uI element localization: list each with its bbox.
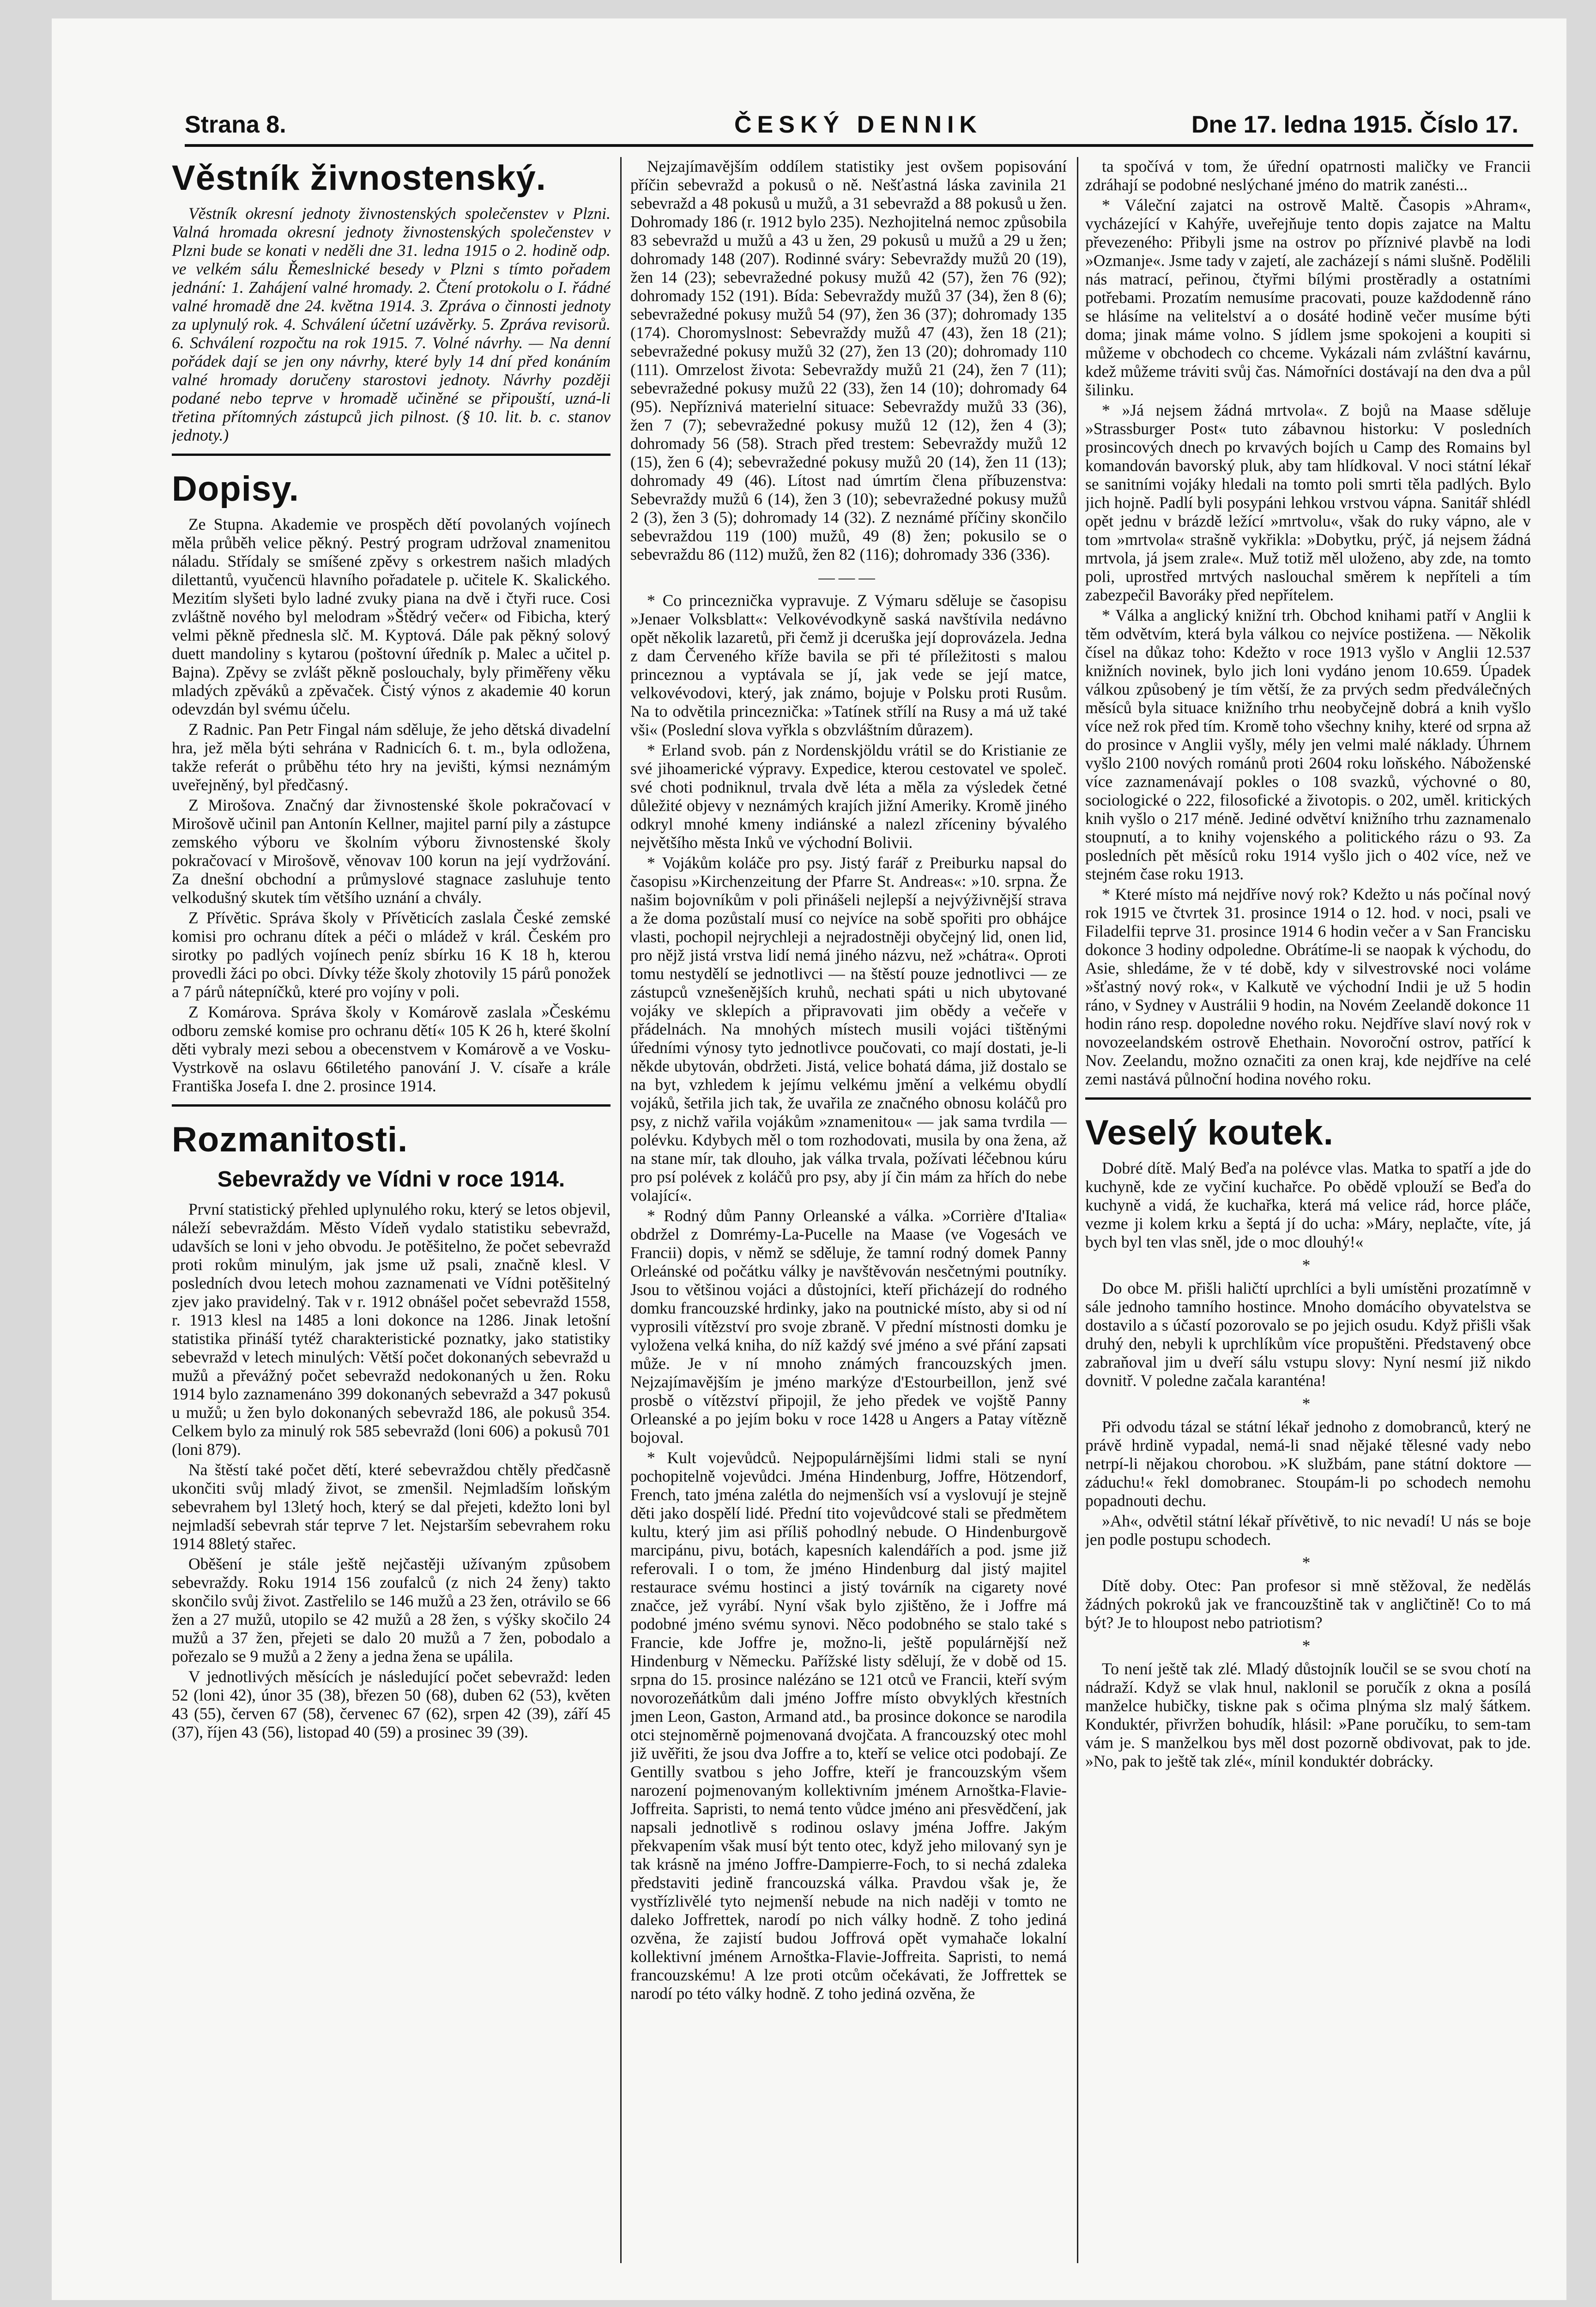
article-paragraph: To není ještě tak zlé. Mladý důstojník loučil se se svou chotí na nádraží. Když se vlak hnul, naklonil se poručík z okna a posílá manželce hubičky, tiskne pak s očima plnýma slz malý šátkem. Konduktér, přivržen bohudík, hlásil: »Pane poručíku, to sem-tam vám je. S manželkou bys měl dost pozorně obdivovat, pak to jde. »No, pak to ještě tak zlé«, mínil konduktér dobrácky.	[1085, 1659, 1531, 1770]
column-divider	[620, 157, 622, 2263]
column-1	[172, 157, 611, 2272]
separator: *	[1302, 1636, 1314, 1655]
article-paragraph: Z Radnic. Pan Petr Fingal nám sděluje, že jeho dětská divadelní hra, jež měla býti sehrána v Radnicích 6. t. m., byla odložena, takže referát o průběhu této hry na jevišti, kýmsi neznámým uveřejněný, byl předčasný.	[172, 720, 611, 794]
article-paragraph: »Ah«, odvětil státní lékař přívětivě, to nic nevadí! U nás se boje jen podle postupu schodech.	[1085, 1512, 1531, 1549]
section-rule	[172, 1104, 611, 1107]
article-paragraph: Nejzajímavějším oddílem statistiky jest ovšem popisování příčin sebevražd a pokusů o ně. Nešťastná láska zavinila 21 sebevražd a 48 pokusů u mužů, a 31 sebevražd a 88 pokusů u žen. Dohromady 186 (r. 1912 bylo 235). Nezhojitelná nemoc způsobila 83 sebevražd u mužů a 43 u žen, 29 pokusů u mužů a 29 u žen; dohromady 148 (207). Rodinné sváry: Sebevraždy mužů 20 (19), žen 14 (23); sebevražedné pokusy mužů 42 (57), žen 76 (92); dohromady 152 (191). Bída: Sebevraždy mužů 37 (34), žen 8 (6); sebevražedné pokusy mužů 54 (97), žen 36 (37); dohromady 135 (174). Choromyslnost: Sebevraždy mužů 47 (43), žen 18 (21); sebevražedné pokusy mužů 32 (27), žen 13 (20); dohromady 110 (111). Omrzelost života: Sebevraždy mužů 21 (24), žen 7 (11); sebevražedné pokusy mužů 22 (33), žen 14 (10); dohromady 64 (95). Nepříznivá materielní situace: Sebevraždy mužů 33 (36), žen 7 (7); sebevražedné pokusy mužů 12 (12), žen 4 (3); dohromady 56 (58). Strach před trestem: Sebevraždy mužů 12 (15), žen 6 (4); sebevražedné pokusy mužů 20 (14), žen 11 (13); dohromady 49 (46). Lítost nad úmrtím člena příbuzenstva: Sebevraždy mužů 6 (14), žen 3 (10); sebevražedné pokusy mužů 2 (3), žen 3 (5); dohromady 14 (32). Z neznámé příčiny skončilo sebevraždou 119 (100) mužů, 49 (8) žen; pokusilo se o sebevraždu 86 (112) mužů, žen 82 (116); dohromady 336 (336).	[630, 157, 1067, 563]
article-paragraph: * Vojákům koláče pro psy. Jistý farář z Preiburku napsal do časopisu »Kirchenzeitung der Pfarre St. Andreas«: »10. srpna. Že našim bojovníkům v poli přinášeli nejlepší a nejvýživnější strava a že doma pozůstalí musí co nejvíce na sobě spořiti pro obhájce vlasti, pochopil nejrychleji a nejradostněji obyčejný lid, onen lid, pro nějž jistá vrstva lidí nemá jiného názvu, než »chátra«. Oproti tomu nestydělí se jednotlivci — na štěstí pouze jednotlivci — ze zástupců vznešenějších kruhů, nechati spáti u nich ubytované vojáky ve sklepích a připravovati jim obědy a večeře v přádelnách. Na mnohých místech musili vojáci tištěnými úředními výnosy tyto jednotlivce poučovati, co mají dostati, je-li někde ubytován, obdržeti. Jistá, velice bohatá dáma, již dostalo se na byt, vzhledem k jejímu velkému jmění a velkému obydlí vojáků, šetřila jich tak, že uvařila ze značného obnosu koláčů pro psy, z nichž vařila vojákům »znamenitou« — jak sama tvrdila — polévku. Kdybych měl o tom rozhodovati, musila by ona žena, až na stane mír, tak dlouho, jak válka trvala, požívati léčebnou kúru pro psí polévek z koláčů pro psy, aby jí čin mám za hřích do nebe volající«.	[630, 854, 1067, 1205]
article-paragraph: Dítě doby. Otec: Pan profesor si mně stěžoval, že nedělás žádných pokroků jak ve francouzštině tak v angličtině! Co to má být? Je to hloupost nebo patriotism?	[1085, 1576, 1531, 1632]
article-paragraph: * Které místo má nejdříve nový rok? Kdežto u nás počínal nový rok 1915 ve čtvrtek 31. prosince 1914 o 12. hod. v noci, psali ve Filadelfii teprve 31. prosince 1914 6 hodin večer a v San Francisku dokonce 3 hodiny odpoledne. Obrátíme-li se naopak k východu, do Asie, shledáme, že v té době, kdy v silvestrovské noci voláme »šťastný nový rok«, v Kalkutě ve východní Indii je už 5 hodin ráno, v Sydney v Austrálii 9 hodin, na Novém Zeelandě dokonce 11 hodin ráno resp. dopoledne nového roku. Nejdříve slaví nový rok v novozeelandském ostrově Ehethain. Novoroční ostrov, patřící k Nov. Zeelandu, možno označiti za onen kraj, kde nejdříve na celé zemi nastává půlnoční hodina nového roku.	[1085, 885, 1531, 1088]
article-paragraph: Při odvodu tázal se státní lékař jednoho z domobranců, který ne právě hrdině vypadal, nemá-li snad nějaké tělesné vady nebo netrpí-li nějakou chorobou. »K službám, pane státní doktore — záduchu!« řekl domobranec. Stoupám-li po schodech nemohu popadnouti dechu.	[1085, 1417, 1531, 1510]
date-issue: Dne 17. ledna 1915. Číslo 17.	[1191, 111, 1519, 138]
section-rule	[172, 454, 611, 456]
article-paragraph: * Kult vojevůdců. Nejpopulárnějšími lidmi stali se nyní pochopitelně vojevůdci. Jména Hindenburg, Joffre, Hötzendorf, French, tato jména zalétla do nejmenších vsí a vyslovují je stejně děti jako dospělí lidé. Přední tito vojevůdcové stali se předmětem kultu, který jim asi příliš pohodlný nebude. O Hindenburgově marcipánu, pivu, botách, kapesních kalendářích a pod. jsme již referovali. I o tom, že jméno Hindenburg dal jistý majitel restaurace svému hostinci a jistý továrník na cigarety nové značce, jež vyrábí. Nyní však bylo zjištěno, že i Joffre má podobné jméno svému synovi. Něco podobného se stalo také s Francie, kde Joffre je, možno-li, ještě populárnější než Hindenburg v Německu. Pařížské listy sdělují, že v době od 15. srpna do 15. prosince nalézáno se 121 otců ve Francii, kteří svým novorozeňátkům dali jméno Joffre místo obvyklých křestních jmen Leon, Gaston, Armand atd., ba prosince dokonce se narodila otci stejnoměrně pojmenovaná dvojčata. A francouzský otec mohl již uvěřiti, že jsou dva Joffre a to, kteří se velice otci podobají. Ze Gentilly svatbou s jeho Joffre, kteří je francouzským všem narození pojmenovaným kollektivním jménem Arnoštka-Flavie-Joffreita. Sapristi, to nemá tento vůdce jméno ani přesvědčení, jak napsali jednotlivě s rodinou oslavy jména Joffre. Jakým překvapením však musí být tento otec, když jeho milovaný syn je tak krásně na jméno Joffre-Dampierre-Foch, to si nechá zdaleka představiti jedině francouzská válka. Pravdou však je, že vystřízlivělé tyto nejmenší nebude na nich naději v tomto ne daleko Joffrettek, narodí po nich války hodně. Z toho jediná ozvěna, že zajistí budou Joffrová opět vymahače lokalní kollektivní jménem Arnoštka-Flavie-Joffreita. Sapristi, to nemá francouzskému! A lze proti otcům očekávati, že Joffrettek se narodí po této války hodně. Z toho jediná ozvěna, že	[630, 1448, 1067, 2003]
article-paragraph: Věstník okresní jednoty živnostenských společenstev v Plzni. Valná hromada okresní jednoty živnostenských společenstev v Plzni bude se konati v neděli dne 31. ledna 1915 o 2. hodině odp. ve velkém sálu Řemeslnické besedy v Plzni s tímto pořadem jednání: 1. Zahájení valné hromady. 2. Čtení protokolu o I. řádné valné hromadě dne 24. května 1914. 3. Zpráva o činnosti jednoty za uplynulý rok. 4. Schválení účetní uzávěrky. 5. Zpráva revisorů. 6. Schválení rozpočtu na rok 1915. 7. Volné návrhy. — Na denní pořádek dají se jen ony návrhy, které byly 14 dní před konáním valné hromady doručeny starostovi jednoty. Návrhy později podané nebo teprve v hromadě učiněné se připouští, uzná-li třetina přítomných zástupců jich pilnost. (§ 10. lit. b. c. stanov jednoty.)	[172, 204, 611, 444]
article-paragraph: Ze Stupna. Akademie ve prospěch dětí povolaných vojínech měla průběh velice pěkný. Pestrý program udržoval znamenitou náladu. Střídaly se smíšené zpěvy s orkestrem našich mladých dilettantů, vyučencü hlavního pořadatele p. učitele K. Skalického. Mezitím slyšeti bylo ladné zvuky piana na dvě i čtyři ruce. Cosi zvláštně nového byl melodram »Štědrý večer« od Fibicha, který velmi pěkně přednesla slč. M. Kyptová. Dále pak pěkný solový duett mandoliny s kytarou (poštovní úředník p. Malec a učitel p. Bajna). Zpěvy se zvlášt pěkně poslouchaly, byly přiměřeny věku mladých zpěváků a zpěvaček. Čistý výnos z akademie 40 korun odevzdán byl svému účelu.	[172, 515, 611, 718]
article-paragraph: * Váleční zajatci na ostrově Maltě. Časopis »Ahram«, vycházející v Kahýře, uveřejňuje tento dopis zajatce na Maltu převezeného: Přibyli jsme na ostrov po příznivé plavbě na lodi »Ozmanje«. Jsme tady v zajetí, ale zacházejí s námi slušně. Podělili nás matrací, peřinou, čtyřmi bílými prostěradly a ostatními potřebami. Prozatím nemusíme pracovati, pouze každodenně ráno se hlásíme na velitelství a o dosáté hodině večer musíme býti doma; jinak máme volno. S jídlem jsme spokojeni a koupiti si můžeme v obchodech co chceme. Vykázali nám zvláštní kavárnu, kdež můžeme tráviti svůj čas. Námořníci dostávají na den dva a půl šilinku.	[1085, 196, 1531, 399]
article-paragraph: První statistický přehled uplynulého roku, který se letos objevil, náleží sebevraždám. Město Vídeň vydalo statistiku sebevražd, udavších se loni v jeho obvodu. Je potěšitelno, že počet sebevražd proti rokům minulým, jak jsme už psali, značně klesl. V posledních dvou letech mohou zaznamenati ve Vídni potěšitelný zjev jako pravidelný. Tak v r. 1912 obnášel počet sebevražd 1558, r. 1913 klesl na 1485 a loni dokonce na 1286. Jinak letošní statistika přináší tytéž charakteristické poznatky, jako statistiky sebevražd v letech minulých: Větší počet dokonaných sebevražd u mužů a převážný počet sebevražd nedokonaných u žen. Roku 1914 bylo zaznamenáno 399 dokonaných sebevražd a 347 pokusů u mužů; u žen bylo dokonaných sebevražd 186, ale pokusů 354. Celkem bylo za minulý rok 585 sebevražd (loni 606) a pokusů 701 (loni 879).	[172, 1200, 611, 1459]
header-rule	[185, 144, 1533, 147]
article-paragraph: Oběšení je stále ještě nejčastěji užívaným způsobem sebevraždy. Roku 1914 156 zoufalců (z nich 24 ženy) takto skončilo svůj život. Zastřelilo se 146 mužů a 23 žen, otrávilo se 66 žen a 27 mužů, utopilo se 42 mužů a 28 žen, s výšky skočilo 24 mužů a 37 žen, přejeti se dalo 20 mužů a 7 žen, pobodalo a pořezalo se 9 mužů a 2 ženy a jedna žena se upálila.	[172, 1555, 611, 1665]
article-paragraph: * Co princeznička vypravuje. Z Výmaru sděluje se časopisu »Jenaer Volksblatt«: Velkovévodkyně saská navštívila nedávno opět několik lazaretů, při čemž ji dceruška její doprovázela. Jedna z dam Červeného kříže bavila se při té příležitosti s malou princeznou a vyptávala se jí, jak vede se její matce, velkovévodovi, který, jak známo, bojuje v Polsku proti Rusům. Na to odvětila princeznička: »Tatínek střílí na Rusy a má už také vši« (Poslední slova vyřkla s obzvláštním důrazem).	[630, 591, 1067, 739]
article-paragraph: Dobré dítě. Malý Beďa na polévce vlas. Matka to spatří a jde do kuchyně, kde ze vyčiní kuchařce. Po obědě vplouží se Beďa do kuchyně a vidá, že kuchařka, která má velice rád, horce pláče, vezme ji kolem krku a šeptá jí do ucha: »Máry, neplačte, víte, já bych byl ten vlas sněl, jde o moc dlouhý!«	[1085, 1159, 1531, 1251]
masthead: ČESKÝ DENNIK	[734, 111, 982, 138]
separator: *	[1302, 1553, 1314, 1572]
article-paragraph: Na štěstí také počet dětí, které sebevraždou chtěly předčasně ukončiti svůj mladý život, se zmenšil. Nejmladším loňským sebevrahem byl 13letý hoch, který se dal přejeti, kdežto loni byl nejmladší sebevrah stár teprve 7 let. Nejstarším sebevrahem roku 1914 88letý stařec.	[172, 1460, 611, 1553]
article-paragraph: Z Přívětic. Správa školy v Přívěticích zaslala České zemské komisi pro ochranu dítek a péči o mládež v král. Českém pro sirotky po padlých vojínech peníz sbírku 16 K 18 h, kterou provedli žáci po obci. Dívky téže školy zhotovily 15 párů ponožek a 7 párů nátepníčků, které pro vojíny v poli.	[172, 908, 611, 1001]
section-title-vestnik: Věstník živnostenský.	[172, 158, 546, 198]
separator: ———	[818, 568, 879, 587]
article-paragraph: ta spočívá v tom, že úřední opatrnosti maličky ve Francii zdráhají se podobné neslýchané jméno do matrik zanésti...	[1085, 157, 1531, 194]
section-title-rozmanitosti: Rozmanitosti.	[172, 1120, 408, 1159]
article-paragraph: Z Komárova. Správa školy v Komárově zaslala »Českému odboru zemské komise pro ochranu dětí« 105 K 26 h, které školní děti vybraly mezi sebou a obecenstvem v Komárově a ve Vosku-Vystrkově na oslavu 66tiletého panování J. V. císaře a krále Františka Josefa I. dne 2. prosince 1914.	[172, 1003, 611, 1095]
article-title: Sebevraždy ve Vídni v roce 1914.	[217, 1167, 565, 1192]
page-number: Strana 8.	[185, 111, 286, 138]
section-title-vesely-koutek: Veselý koutek.	[1085, 1113, 1334, 1152]
article-paragraph: * Válka a anglický knižní trh. Obchod knihami patří v Anglii k těm odvětvím, která byla válkou co nejvíce postižena. — Několik čísel na důkaz toho: Kdežto v roce 1913 vyšlo v Anglii 12.537 knižních novinek, bylo jich loni vydáno jenom 10.659. Úpadek válkou způsobený je tím větší, že za prvých sedm předválečných měsíců byla situace knižního trhu neobyčejně dobrá a knih vyšlo více než rok před tím. Kromě toho všechny knihy, které od srpna až do prosince v Anglii vyšly, mély jen velmi malé náklady. Úhrnem vyšlo 2100 nových románů proti 2604 roku loňského. Náboženské více zaznamenávají pokles o 108 svazků, výchovné o 80, sociologické o 222, filosofické a životopis. o 202, uměl. kritických knih vyšlo o 217 méně. Jediné odvětví knižního trhu zaznamenalo stoupnutí, a to knihy vojenského a politického rázu o 93. Za posledních pět měsíců roku 1914 vyšlo jich o 402 více, než ve stejném čase roku 1913.	[1085, 606, 1531, 883]
column-3	[1085, 157, 1531, 2272]
page-header	[139, 111, 1533, 148]
article-paragraph: Do obce M. přišli haličtí uprchlíci a byli umístěni prozatímně v sále jednoho tamního hostince. Mnoho domácího obyvatelstva se dostavilo a s účastí pozorovalo se po jejich osudu. Když přišli však druhý den, nebyli k uprchlíkům více propuštěni. Představený obce zabraňoval jim u dveří sálu vstupu slovy: Nyní nesmí již nikdo dovnitř. V poledne začala karanténa!	[1085, 1279, 1531, 1390]
article-paragraph: * Rodný dům Panny Orleanské a válka. »Corrière d'Italia« obdržel z Domrémy-La-Pucelle na Maase (ve Vogesách ve Francii) dopis, v němž se sděluje, že tamní rodný domek Panny Orleánské od počátku války je navštěvován nesčetnými poutníky. Jsou to většinou vojáci a důstojníci, kteří přicházejí do rodného domku francouzské hrdinky, jako na poutnické místo, aby si od ní vyprosili vítězství pro svoje zbraně. V přední místnosti domku je vyložena velká kniha, do níž každý své jméno a své přání zapsati může. Je v ní mnoho známých francouzských jmen. Nejzajímavějším je jméno markýze d'Estourbeillon, jenž své prosbě o vítězství připojil, že jeho předek ve vojště Panny Orleanské a po jejím boku v roce 1428 u Angers a Patay vítězně bojoval.	[630, 1206, 1067, 1447]
section-rule	[1085, 1097, 1531, 1100]
article-paragraph: V jednotlivých měsících je následující počet sebevražd: leden 52 (loni 42), únor 35 (38), březen 50 (68), duben 62 (53), květen 43 (55), červen 67 (58), červenec 67 (62), srpen 42 (39), září 45 (37), říjen 43 (56), listopad 40 (59) a prosinec 39 (39).	[172, 1667, 611, 1741]
article-paragraph: Z Mirošova. Značný dar živnostenské škole pokračovací v Mirošově učinil pan Antonín Kellner, majitel parní pily a zástupce zemského výboru ve školním výboru živnostenské školy pokračovací v Mirošově, věnovav 100 korun na její vydržování. Za dnešní obchodní a průmyslové stagnace zasluhuje tento velkodušný skutek tím většího uznání a chvály.	[172, 796, 611, 907]
section-title-dopisy: Dopisy.	[172, 469, 299, 509]
separator: *	[1302, 1256, 1314, 1274]
article-paragraph: * Erland svob. pán z Nordenskjöldu vrátil se do Kristianie ze své jihoamerické výpravy. Expedice, kterou cestovatel ve společ. své choti podniknul, trvala dvě léta a měla za výsledek četné důležité objevy v neznámých krajích jižní Ameriky. Kromě jiného odkryl mnohé kmeny indiánské a nalezl zříceniny bývalého největšího města Inků ve východní Bolivii.	[630, 741, 1067, 852]
separator: *	[1302, 1394, 1314, 1413]
article-paragraph: * »Já nejsem žádná mrtvola«. Z bojů na Maase sděluje »Strassburger Post« tuto zábavnou historku: V posledních prosincových dnech po krvavých bojích u Camp des Romains byl komandován bavorský pluk, aby tam hlídkoval. V noci státní lékař se sanitními vojáky hledali na tomto poli smrti těla padlých. Bylo jich hojně. Padlí byli posypáni lehkou vrstvou vápna. Sanitář shlédl opět jednu v brázdě ležící »mrtvolu«, však do ruky vápno, ale v tom »mrtvola« strašně vykřikla: »Dobytku, prýč, já nejsem žádná mrtvola, já jsem zrale«. Muž totiž měl uloženo, aby zde, na tomto poli, uprostřed mrtvých naslouchal směrem k nepříteli a tím zabezpečil Bavoráky před nepřítelem.	[1085, 401, 1531, 604]
column-divider	[1077, 157, 1078, 2263]
column-2	[630, 157, 1067, 2272]
